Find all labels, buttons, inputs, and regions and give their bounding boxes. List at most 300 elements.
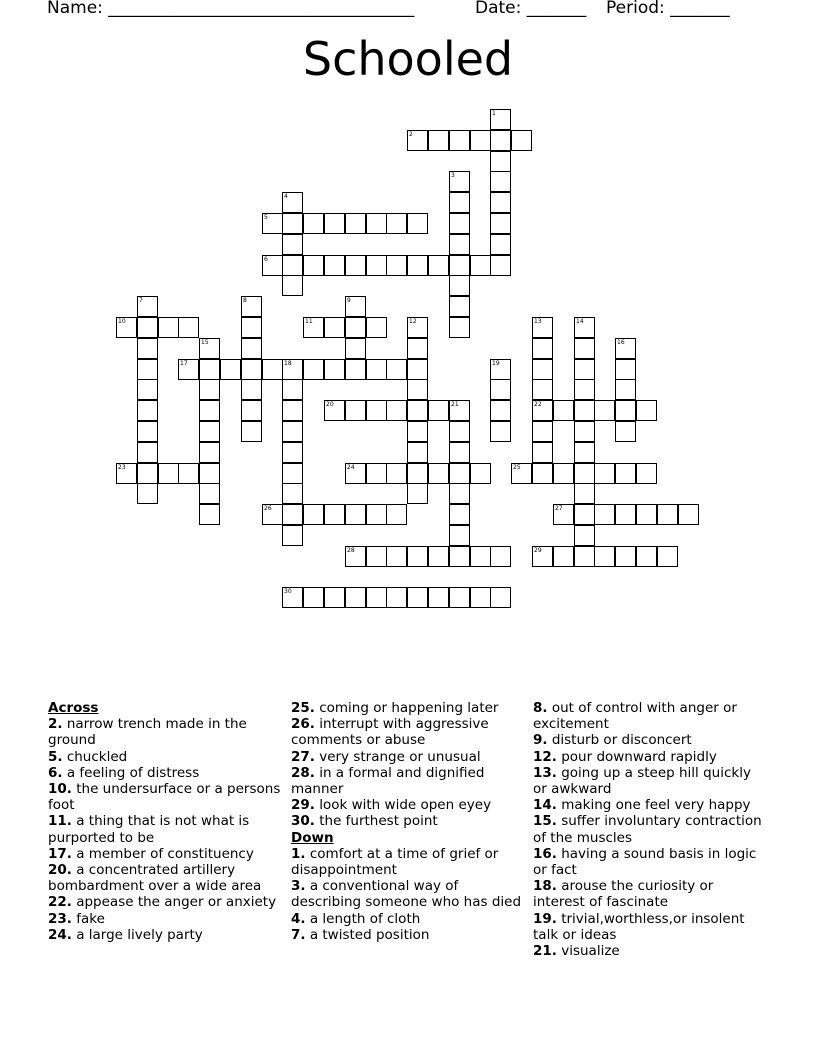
grid-cell[interactable] — [594, 504, 615, 525]
grid-cell[interactable] — [199, 504, 220, 525]
grid-cell[interactable] — [386, 463, 407, 484]
grid-cell[interactable] — [178, 463, 199, 484]
grid-cell[interactable] — [574, 379, 595, 400]
grid-cell[interactable] — [636, 504, 657, 525]
grid-cell[interactable] — [428, 255, 449, 276]
grid-cell[interactable] — [511, 130, 532, 151]
clue-item-number: 17. — [48, 845, 72, 862]
grid-cell[interactable] — [282, 483, 303, 504]
clue-item-number: 1. — [291, 845, 306, 862]
grid-cell[interactable] — [407, 213, 428, 234]
grid-cell[interactable] — [282, 234, 303, 255]
grid-cell[interactable] — [262, 504, 283, 525]
clue-number: 7 — [139, 297, 143, 304]
grid-cell[interactable] — [324, 317, 345, 338]
grid-cell[interactable] — [449, 525, 470, 546]
grid-cell[interactable] — [449, 275, 470, 296]
grid-cell[interactable] — [407, 359, 428, 380]
grid-cell[interactable] — [428, 400, 449, 421]
clue-number: 22 — [534, 401, 542, 408]
grid-cell[interactable] — [262, 213, 283, 234]
grid-cell[interactable] — [241, 338, 262, 359]
grid-cell[interactable] — [511, 463, 532, 484]
grid-cell[interactable] — [490, 151, 511, 172]
grid-cell[interactable] — [345, 296, 366, 317]
clue-number: 1 — [492, 110, 496, 117]
grid-cell[interactable] — [407, 400, 428, 421]
grid-cell[interactable] — [324, 255, 345, 276]
clue-item — [48, 894, 283, 910]
grid-cell[interactable] — [282, 359, 303, 380]
grid-cell[interactable] — [407, 130, 428, 151]
grid-cell[interactable] — [490, 130, 511, 151]
grid-cell[interactable] — [594, 546, 615, 567]
grid-cell[interactable] — [636, 463, 657, 484]
grid-cell[interactable] — [345, 587, 366, 608]
grid-cell[interactable] — [615, 504, 636, 525]
clue-item-text: the undersurface or a persons foot — [48, 781, 281, 814]
grid-cell[interactable] — [345, 546, 366, 567]
grid-cell[interactable] — [282, 400, 303, 421]
clue-item-number: 23. — [48, 910, 72, 927]
clue-item-text: a conventional way of describing someone who has died — [291, 878, 522, 911]
grid-cell[interactable] — [345, 255, 366, 276]
clue-number: 3 — [451, 172, 455, 179]
grid-cell[interactable] — [137, 359, 158, 380]
grid-cell[interactable] — [449, 504, 470, 525]
clue-item-number: 26. — [291, 716, 315, 733]
grid-cell[interactable] — [636, 400, 657, 421]
name-field[interactable]: Name: ____________________________________ — [47, 0, 415, 18]
clue-item-text: look with wide open eyey — [314, 797, 492, 814]
grid-cell[interactable] — [199, 463, 220, 484]
clue-item-number: 29. — [291, 797, 315, 814]
grid-cell[interactable] — [574, 317, 595, 338]
clue-item-text: very strange or unusual — [314, 748, 481, 765]
grid-cell[interactable] — [490, 546, 511, 567]
grid-cell[interactable] — [490, 192, 511, 213]
clue-column-3 — [533, 700, 765, 959]
grid-cell[interactable] — [262, 359, 283, 380]
clue-item-number: 14. — [533, 797, 557, 814]
grid-cell[interactable] — [199, 442, 220, 463]
grid-cell[interactable] — [574, 546, 595, 567]
grid-cell[interactable] — [282, 525, 303, 546]
clue-item — [533, 765, 765, 797]
grid-cell[interactable] — [490, 379, 511, 400]
grid-cell[interactable] — [137, 317, 158, 338]
across-heading: Across — [48, 700, 99, 716]
clue-item-number: 18. — [533, 878, 557, 895]
grid-cell[interactable] — [282, 504, 303, 525]
clue-number: 28 — [347, 547, 355, 554]
grid-cell[interactable] — [490, 109, 511, 130]
grid-cell[interactable] — [386, 587, 407, 608]
grid-cell[interactable] — [282, 421, 303, 442]
grid-cell[interactable] — [574, 400, 595, 421]
grid-cell[interactable] — [324, 400, 345, 421]
grid-cell[interactable] — [657, 504, 678, 525]
clue-item — [291, 927, 523, 943]
grid-cell[interactable] — [137, 338, 158, 359]
grid-cell[interactable] — [615, 338, 636, 359]
grid-cell[interactable] — [241, 317, 262, 338]
grid-cell[interactable] — [366, 463, 387, 484]
grid-cell[interactable] — [303, 255, 324, 276]
clue-item — [533, 797, 765, 813]
grid-cell[interactable] — [407, 483, 428, 504]
clue-number: 11 — [305, 318, 313, 325]
clue-item-number: 22. — [48, 894, 72, 911]
grid-cell[interactable] — [137, 296, 158, 317]
clue-item — [291, 797, 523, 813]
grid-cell[interactable] — [303, 359, 324, 380]
grid-cell[interactable] — [366, 359, 387, 380]
grid-cell[interactable] — [241, 379, 262, 400]
clue-item-text: going up a steep hill quickly or awkward — [533, 764, 751, 798]
clue-number: 13 — [534, 318, 542, 325]
grid-cell[interactable] — [303, 587, 324, 608]
clue-item — [48, 862, 283, 894]
clue-item-text: interrupt with aggressive comments or abuse — [291, 716, 489, 749]
clue-number: 19 — [492, 360, 500, 367]
grid-cell[interactable] — [449, 130, 470, 151]
clue-item — [48, 813, 283, 845]
grid-cell[interactable] — [366, 317, 387, 338]
grid-cell[interactable] — [490, 255, 511, 276]
grid-cell[interactable] — [386, 546, 407, 567]
clue-item — [291, 765, 523, 797]
grid-cell[interactable] — [449, 463, 470, 484]
grid-cell[interactable] — [574, 504, 595, 525]
grid-cell[interactable] — [282, 192, 303, 213]
clue-item-text: appease the anger or anxiety — [71, 894, 277, 911]
grid-cell[interactable] — [282, 255, 303, 276]
clue-item — [291, 813, 523, 829]
clue-item-number: 30. — [291, 813, 315, 830]
grid-cell[interactable] — [532, 359, 553, 380]
grid-cell[interactable] — [386, 255, 407, 276]
clue-item-number: 11. — [48, 813, 72, 830]
grid-cell[interactable] — [615, 379, 636, 400]
grid-cell[interactable] — [178, 359, 199, 380]
grid-cell[interactable] — [553, 463, 574, 484]
clue-item-text: out of control with anger or excitement — [533, 700, 737, 733]
clue-number: 18 — [284, 360, 292, 367]
grid-cell[interactable] — [407, 317, 428, 338]
grid-cell[interactable] — [490, 400, 511, 421]
grid-cell[interactable] — [532, 421, 553, 442]
clue-item-text: coming or happening later — [314, 700, 499, 716]
grid-cell[interactable] — [449, 192, 470, 213]
clue-number: 5 — [264, 214, 268, 221]
grid-cell[interactable] — [532, 338, 553, 359]
grid-cell[interactable] — [407, 379, 428, 400]
clue-item — [48, 846, 283, 862]
grid-cell[interactable] — [594, 463, 615, 484]
grid-cell[interactable] — [199, 379, 220, 400]
clue-item-text: trivial,worthless,or insolent talk or ideas — [533, 910, 745, 943]
grid-cell[interactable] — [553, 546, 574, 567]
grid-cell[interactable] — [241, 400, 262, 421]
grid-cell[interactable] — [574, 421, 595, 442]
grid-cell[interactable] — [407, 442, 428, 463]
grid-cell[interactable] — [490, 587, 511, 608]
grid-cell[interactable] — [532, 379, 553, 400]
grid-cell[interactable] — [345, 213, 366, 234]
grid-cell[interactable] — [282, 587, 303, 608]
clue-item-text: the furthest point — [314, 813, 438, 830]
clue-number: 10 — [118, 318, 126, 325]
grid-cell[interactable] — [137, 483, 158, 504]
clue-item-number: 25. — [291, 700, 315, 716]
grid-cell[interactable] — [449, 546, 470, 567]
grid-cell[interactable] — [449, 255, 470, 276]
grid-cell[interactable] — [366, 255, 387, 276]
grid-cell[interactable] — [615, 546, 636, 567]
grid-cell[interactable] — [490, 359, 511, 380]
grid-cell[interactable] — [366, 587, 387, 608]
clue-item-text: a feeling of distress — [62, 764, 200, 781]
clue-item-text: disturb or disconcert — [547, 732, 692, 749]
grid-cell[interactable] — [532, 463, 553, 484]
grid-cell[interactable] — [282, 379, 303, 400]
grid-cell[interactable] — [137, 400, 158, 421]
clue-column-2 — [291, 700, 523, 943]
clue-item — [533, 749, 765, 765]
grid-cell[interactable] — [449, 421, 470, 442]
grid-cell[interactable] — [386, 213, 407, 234]
grid-cell[interactable] — [532, 400, 553, 421]
grid-cell[interactable] — [116, 317, 137, 338]
grid-cell[interactable] — [345, 317, 366, 338]
clue-item — [48, 927, 283, 943]
clue-item-number: 28. — [291, 764, 315, 781]
grid-cell[interactable] — [428, 587, 449, 608]
clue-item — [533, 813, 765, 845]
grid-cell[interactable] — [303, 317, 324, 338]
grid-cell[interactable] — [470, 463, 491, 484]
grid-cell[interactable] — [282, 213, 303, 234]
grid-cell[interactable] — [345, 359, 366, 380]
clue-number: 20 — [326, 401, 334, 408]
grid-cell[interactable] — [449, 171, 470, 192]
clue-item-number: 5. — [48, 748, 63, 765]
grid-cell[interactable] — [324, 504, 345, 525]
grid-cell[interactable] — [574, 525, 595, 546]
grid-cell[interactable] — [407, 546, 428, 567]
grid-cell[interactable] — [615, 463, 636, 484]
grid-cell[interactable] — [449, 317, 470, 338]
clue-number: 23 — [118, 464, 126, 471]
clue-item — [48, 749, 283, 765]
grid-cell[interactable] — [532, 442, 553, 463]
clue-item-number: 20. — [48, 862, 72, 879]
grid-cell[interactable] — [636, 546, 657, 567]
clue-item-number: 4. — [291, 910, 306, 927]
clue-item-text: having a sound basis in logic or fact — [533, 845, 757, 879]
grid-cell[interactable] — [553, 504, 574, 525]
grid-cell[interactable] — [428, 546, 449, 567]
clue-item-text: comfort at a time of grief or disappointment — [291, 845, 499, 879]
grid-cell[interactable] — [615, 421, 636, 442]
clue-item-number: 9. — [533, 732, 548, 749]
clue-item-text: in a formal and dignified manner — [291, 764, 485, 798]
clue-item-number: 16. — [533, 845, 557, 862]
clue-item-text: a twisted position — [305, 926, 430, 943]
clue-item — [48, 911, 283, 927]
grid-cell[interactable] — [158, 317, 179, 338]
grid-cell[interactable] — [594, 400, 615, 421]
grid-cell[interactable] — [407, 587, 428, 608]
clue-number: 12 — [409, 318, 417, 325]
clue-item-text: suffer involuntary contraction of the muscles — [533, 813, 762, 846]
grid-cell[interactable] — [137, 379, 158, 400]
grid-cell[interactable] — [386, 504, 407, 525]
grid-cell[interactable] — [574, 442, 595, 463]
grid-cell[interactable] — [470, 255, 491, 276]
grid-cell[interactable] — [366, 504, 387, 525]
grid-cell[interactable] — [366, 400, 387, 421]
grid-cell[interactable] — [345, 338, 366, 359]
grid-cell[interactable] — [428, 463, 449, 484]
grid-cell[interactable] — [532, 546, 553, 567]
clue-number: 25 — [513, 464, 521, 471]
clue-item-text: a thing that is not what is purported to be — [48, 813, 250, 846]
grid-cell[interactable] — [345, 504, 366, 525]
period-field[interactable]: Period: _______ — [606, 0, 730, 18]
grid-cell[interactable] — [574, 338, 595, 359]
grid-cell[interactable] — [345, 400, 366, 421]
grid-cell[interactable] — [324, 213, 345, 234]
grid-cell[interactable] — [407, 421, 428, 442]
grid-cell[interactable] — [199, 359, 220, 380]
grid-cell[interactable] — [241, 296, 262, 317]
grid-cell[interactable] — [490, 421, 511, 442]
grid-cell[interactable] — [241, 421, 262, 442]
grid-cell[interactable] — [220, 359, 241, 380]
grid-cell[interactable] — [386, 359, 407, 380]
clue-item-number: 6. — [48, 764, 63, 781]
grid-cell[interactable] — [199, 400, 220, 421]
grid-cell[interactable] — [137, 442, 158, 463]
grid-cell[interactable] — [178, 317, 199, 338]
grid-cell[interactable] — [137, 421, 158, 442]
grid-cell[interactable] — [574, 359, 595, 380]
grid-cell[interactable] — [116, 463, 137, 484]
grid-cell[interactable] — [428, 130, 449, 151]
clue-number: 8 — [243, 297, 247, 304]
grid-cell[interactable] — [449, 296, 470, 317]
grid-cell[interactable] — [303, 504, 324, 525]
grid-cell[interactable] — [366, 546, 387, 567]
grid-cell[interactable] — [262, 255, 283, 276]
clue-column-1 — [48, 700, 283, 943]
grid-cell[interactable] — [470, 130, 491, 151]
grid-cell[interactable] — [615, 359, 636, 380]
grid-cell[interactable] — [470, 587, 491, 608]
grid-cell[interactable] — [199, 338, 220, 359]
grid-cell[interactable] — [449, 442, 470, 463]
clue-item-text: a length of cloth — [305, 910, 421, 927]
grid-cell[interactable] — [574, 483, 595, 504]
clue-item — [533, 700, 765, 732]
grid-cell[interactable] — [324, 587, 345, 608]
clue-item-text: a concentrated artillery bombardment over a wide area — [48, 862, 262, 895]
grid-cell[interactable] — [532, 317, 553, 338]
grid-cell[interactable] — [282, 275, 303, 296]
clue-number: 29 — [534, 547, 542, 554]
grid-cell[interactable] — [615, 400, 636, 421]
grid-cell[interactable] — [199, 421, 220, 442]
clue-item-text: arouse the curiosity or interest of fascinate — [533, 878, 714, 911]
grid-cell[interactable] — [490, 171, 511, 192]
clue-item — [48, 765, 283, 781]
grid-cell[interactable] — [241, 359, 262, 380]
grid-cell[interactable] — [137, 463, 158, 484]
clue-number: 6 — [264, 256, 268, 263]
clue-number: 24 — [347, 464, 355, 471]
clue-item — [291, 846, 523, 878]
clue-number: 14 — [576, 318, 584, 325]
clue-number: 26 — [264, 505, 272, 512]
clue-item-text: chuckled — [62, 748, 128, 765]
grid-cell[interactable] — [657, 546, 678, 567]
clue-number: 16 — [617, 339, 625, 346]
grid-cell[interactable] — [470, 546, 491, 567]
puzzle-title: Schooled — [302, 32, 514, 86]
clue-item — [291, 878, 523, 910]
grid-cell[interactable] — [490, 213, 511, 234]
grid-cell[interactable] — [490, 234, 511, 255]
grid-cell[interactable] — [303, 213, 324, 234]
clue-item-number: 13. — [533, 764, 557, 781]
grid-cell[interactable] — [574, 463, 595, 484]
grid-cell[interactable] — [407, 255, 428, 276]
clue-item-number: 3. — [291, 878, 306, 895]
clue-item-text: narrow trench made in the ground — [48, 716, 247, 749]
clue-item-text: pour downward rapidly — [556, 748, 717, 765]
grid-cell[interactable] — [366, 213, 387, 234]
clue-item — [48, 781, 283, 813]
grid-cell[interactable] — [386, 400, 407, 421]
grid-cell[interactable] — [449, 483, 470, 504]
grid-cell[interactable] — [199, 483, 220, 504]
grid-cell[interactable] — [449, 400, 470, 421]
grid-cell[interactable] — [678, 504, 699, 525]
date-field[interactable]: Date: _______ — [475, 0, 587, 18]
clue-number: 9 — [347, 297, 351, 304]
grid-cell[interactable] — [553, 400, 574, 421]
grid-cell[interactable] — [324, 359, 345, 380]
clue-item-number: 7. — [291, 926, 306, 943]
grid-cell[interactable] — [282, 463, 303, 484]
grid-cell[interactable] — [449, 213, 470, 234]
clue-item — [48, 716, 283, 748]
grid-cell[interactable] — [345, 463, 366, 484]
clue-item-number: 8. — [533, 700, 548, 716]
grid-cell[interactable] — [158, 463, 179, 484]
clue-item-text: fake — [71, 910, 105, 927]
grid-cell[interactable] — [449, 234, 470, 255]
grid-cell[interactable] — [407, 463, 428, 484]
clue-item-text: visualize — [556, 943, 620, 960]
grid-cell[interactable] — [282, 442, 303, 463]
clue-item — [533, 732, 765, 748]
clue-item — [533, 846, 765, 878]
grid-cell[interactable] — [449, 587, 470, 608]
grid-cell[interactable] — [407, 338, 428, 359]
